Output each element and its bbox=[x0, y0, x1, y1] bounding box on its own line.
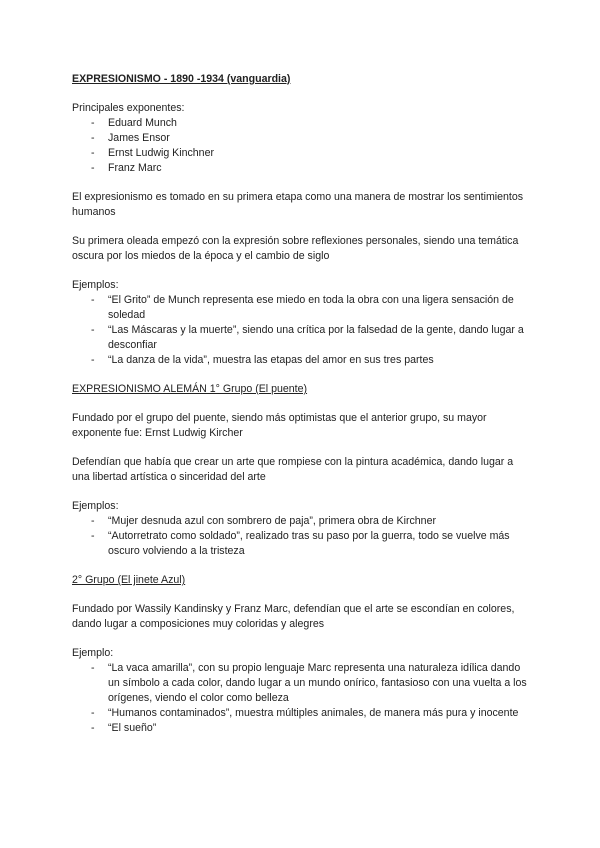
list-item: - “Humanos contaminados”, muestra múltiples animales, de manera más pura y inocente bbox=[72, 706, 532, 721]
page-title: EXPRESIONISMO - 1890 -1934 (vanguardia) bbox=[72, 73, 291, 85]
list-item: - James Ensor bbox=[72, 131, 532, 146]
examples-list bbox=[72, 293, 532, 368]
section-heading: 2° Grupo (El jinete Azul) bbox=[72, 574, 186, 586]
list-item: - “Las Máscaras y la muerte”, siendo una crítica por la falsedad de la gente, dando lugar a desconfiar bbox=[72, 323, 532, 353]
list-item: - “Autorretrato como soldado”, realizado tras su paso por la guerra, todo se vuelve más oscuro volviendo a la tristeza bbox=[72, 529, 532, 559]
examples-list bbox=[72, 661, 532, 736]
paragraph: Fundado por el grupo del puente, siendo más optimistas que el anterior grupo, su mayor exponente fue: Ernst Ludwig Kircher bbox=[72, 412, 487, 439]
list-item: - Eduard Munch bbox=[72, 116, 532, 131]
exponents-list bbox=[72, 116, 532, 176]
paragraph: Su primera oleada empezó con la expresión sobre reflexiones personales, siendo una temática oscura por los miedos de la época y el cambio de siglo bbox=[72, 235, 519, 262]
examples-list bbox=[72, 514, 532, 559]
paragraph: Fundado por Wassily Kandinsky y Franz Marc, defendían que el arte se escondían en colores, dando lugar a composiciones muy coloridas y alegres bbox=[72, 603, 515, 630]
exponents-label: Principales exponentes: bbox=[72, 102, 185, 114]
paragraph: El expresionismo es tomado en su primera etapa como una manera de mostrar los sentimientos humanos bbox=[72, 191, 524, 218]
list-item: - “Mujer desnuda azul con sombrero de paja”, primera obra de Kirchner bbox=[72, 514, 532, 529]
list-item: - Ernst Ludwig Kinchner bbox=[72, 146, 532, 161]
list-item: - Franz Marc bbox=[72, 161, 532, 176]
examples-label: Ejemplo: bbox=[72, 647, 114, 659]
list-item: - “El sueño” bbox=[72, 721, 532, 736]
list-item: - “El Grito” de Munch representa ese miedo en toda la obra con una ligera sensación de soledad bbox=[72, 293, 532, 323]
examples-label: Ejemplos: bbox=[72, 500, 119, 512]
examples-label: Ejemplos: bbox=[72, 279, 119, 291]
section-heading: EXPRESIONISMO ALEMÁN 1° Grupo (El puente) bbox=[72, 383, 308, 395]
paragraph: Defendían que había que crear un arte que rompiese con la pintura académica, dando lugar a una libertad artística o sinceridad del arte bbox=[72, 456, 514, 483]
list-item: - “La danza de la vida”, muestra las etapas del amor en sus tres partes bbox=[72, 353, 532, 368]
document-page bbox=[72, 72, 532, 750]
list-item: - “La vaca amarilla”, con su propio lenguaje Marc representa una naturaleza idílica dando un símbolo a cada color, dando lugar a un mundo onírico, fantasioso con una vuelta a los orígenes, viendo el color como belleza bbox=[72, 661, 532, 706]
